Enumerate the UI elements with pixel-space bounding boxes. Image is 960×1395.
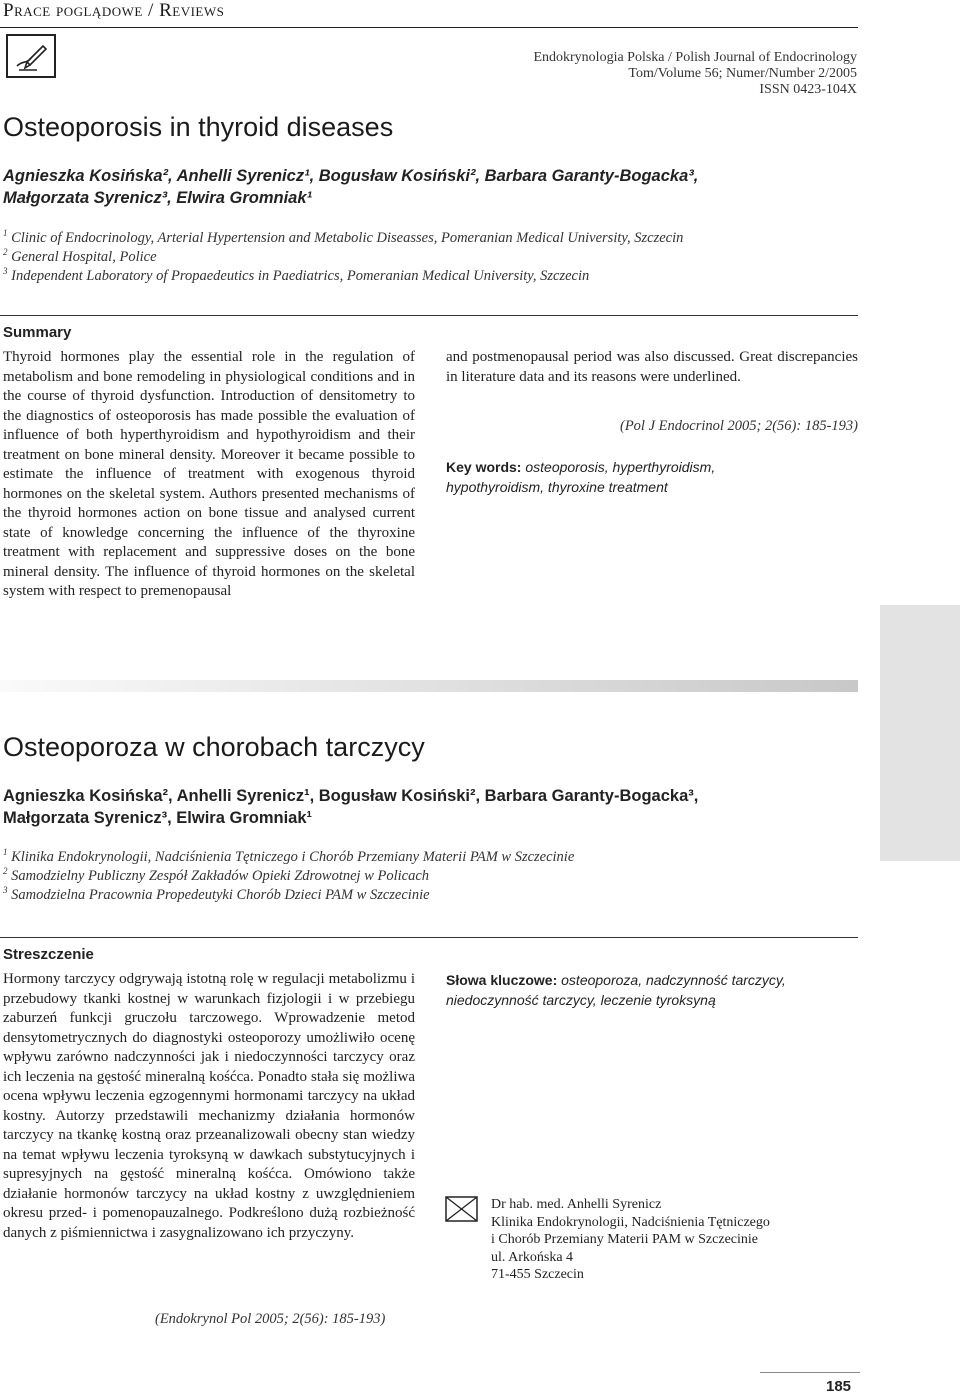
journal-info (533, 50, 857, 98)
envelope-icon (445, 1196, 478, 1222)
streszczenie-heading: Streszczenie (3, 946, 94, 963)
journal-volume: Tom/Volume 56; Numer/Number 2/2005 (628, 66, 857, 81)
address-line4: ul. Arkońska 4 (491, 1249, 574, 1265)
correspondence-address (491, 1196, 770, 1284)
address-line3: i Chorób Przemiany Materii PAM w Szczecinie (491, 1232, 758, 1247)
keywords-pl (446, 970, 846, 1010)
page-number: 185 (826, 1378, 852, 1395)
affiliation-en-2: $^2$ General Hospital, Police (3, 247, 157, 265)
header-divider (0, 27, 858, 28)
affiliations-en (3, 229, 683, 286)
keywords-label-en: Key words: (446, 459, 522, 475)
authors-pl (3, 785, 698, 829)
summary-en-right: and postmenopausal period was also discussed. Great discrepancies in literature data and its reasons were underlined. (446, 349, 858, 385)
section-heading: Prace poglądowe / Reviews (3, 0, 225, 21)
affiliation-en-3: $^3$ Independent Laboratory of Propaedeutics in Paediatrics, Pomeranian Medical University, Szczecin (3, 266, 590, 284)
pen-writing-icon (6, 34, 56, 78)
citation-en: (Pol J Endocrinol 2005; 2(56): 185-193) (620, 418, 858, 434)
decorative-gray-block (880, 605, 960, 861)
keywords-en (446, 457, 786, 497)
summary-divider-pl (0, 937, 858, 938)
citation-pl: (Endokrynol Pol 2005; 2(56): 185-193) (155, 1311, 386, 1327)
footer-rule (760, 1372, 860, 1373)
affiliation-pl-3: $^3$ Samodzielna Pracownia Propedeutyki Chorób Dzieci PAM w Szczecinie (3, 885, 430, 903)
summary-heading: Summary (3, 324, 72, 341)
authors-pl-line2: Małgorzata Syrenicz³, Elwira Gromniak¹ (3, 809, 313, 827)
article-title-en: Osteoporosis in thyroid diseases (3, 112, 394, 142)
keywords-label-pl: Słowa kluczowe: (446, 972, 558, 988)
summary-divider-en (0, 315, 858, 316)
address-line1: Dr hab. med. Anhelli Syrenicz (491, 1197, 662, 1212)
affiliation-pl-1: $^1$ Klinika Endokrynologii, Nadciśnienia Tętniczego i Chorób Przemiany Materii PAM w Szczecinie (3, 847, 575, 865)
article-title-pl: Osteoporoza w chorobach tarczycy (3, 732, 425, 762)
authors-en (3, 165, 698, 209)
summary-en-left: Thyroid hormones play the essential role in the regulation of metabolism and bone remodeling in physiological conditions and in the course of thyroid dysfunction. Introduction of densitometry to the diagnostics of osteoporosis has made possible the evaluation of influence of both hyperthyroidism and hypothyroidism and their treatment on bone mineral density. Moreover it became possible to estimate the influence of treatment with exogenous thyroid hormones on the skeletal system. Authors presented mechanisms of the thyroid hormones action on bone tissue and analysed current state of knowledge concerning the influence of the thyroxine treatment with replacement and suppressive doses on the bone mineral density. The influence of thyroid hormones on the skeletal system with respect to premenopausal (3, 349, 415, 599)
journal-issn: ISSN 0423-104X (759, 82, 857, 97)
affiliation-pl-2: $^2$ Samodzielny Publiczny Zespół Zakładów Opieki Zdrowotnej w Policach (3, 866, 430, 884)
authors-pl-line1: Agnieszka Kosińska², Anhelli Syrenicz¹, Bogusław Kosiński², Barbara Garanty-Bogacka³, (3, 787, 699, 805)
authors-en-line1: Agnieszka Kosińska², Anhelli Syrenicz¹, Bogusław Kosiński², Barbara Garanty-Bogacka³, (3, 167, 699, 185)
address-line5: 71-455 Szczecin (491, 1267, 584, 1282)
decorative-gradient-bar (0, 680, 858, 692)
keywords-value-en: osteoporosis, hyperthyroidism, hypothyroidism, thyroxine treatment (446, 459, 716, 495)
address-line2: Klinika Endokrynologii, Nadciśnienia Tętniczego (491, 1214, 770, 1230)
authors-en-line2: Małgorzata Syrenicz³, Elwira Gromniak¹ (3, 189, 313, 207)
keywords-value-pl: osteoporoza, nadczynność tarczycy, niedoczynność tarczycy, leczenie tyroksyną (446, 972, 786, 1008)
affiliations-pl (3, 848, 574, 905)
journal-name: Endokrynologia Polska / Polish Journal of Endocrinology (533, 50, 857, 65)
summary-pl-left: Hormony tarczycy odgrywają istotną rolę w regulacji metabolizmu i przebudowy tkanki kostnej w warunkach fizjologii i w przebiegu zaburzeń funkcji gruczołu tarczowego. Wprowadzenie metod densytometrycznych do diagnostyki osteoporozy umożliwiło ocenę wpływu zarówno nadczynności jak i niedoczynności tarczycy oraz ich leczenia na gęstość mineralną kośćca. Ponadto stała się możliwa ocena wpływu leczenia egzogennymi hormonami tarczycy na układ kostny. Autorzy przedstawili mechanizmy działania hormonów tarczycy na tkankę kostną oraz przeanalizowali obecny stan wiedzy na temat wpływu leczenia tyroksyną w dawkach substytucyjnych i supresyjnych na gęstość mineralną kośćca. Omówiono także działanie hormonów tarczycy na układ kostny z uwzględnieniem okresu przed- i pomenopauzalnego. Podkreślono dużą rozbieżność danych z piśmiennictwa i zasygnalizowano ich przyczyny. (3, 971, 415, 1241)
affiliation-en-1: $^1$ Clinic of Endocrinology, Arterial Hypertension and Metabolic Diseasses, Pomeranian Medical University, Szczecin (3, 228, 684, 246)
